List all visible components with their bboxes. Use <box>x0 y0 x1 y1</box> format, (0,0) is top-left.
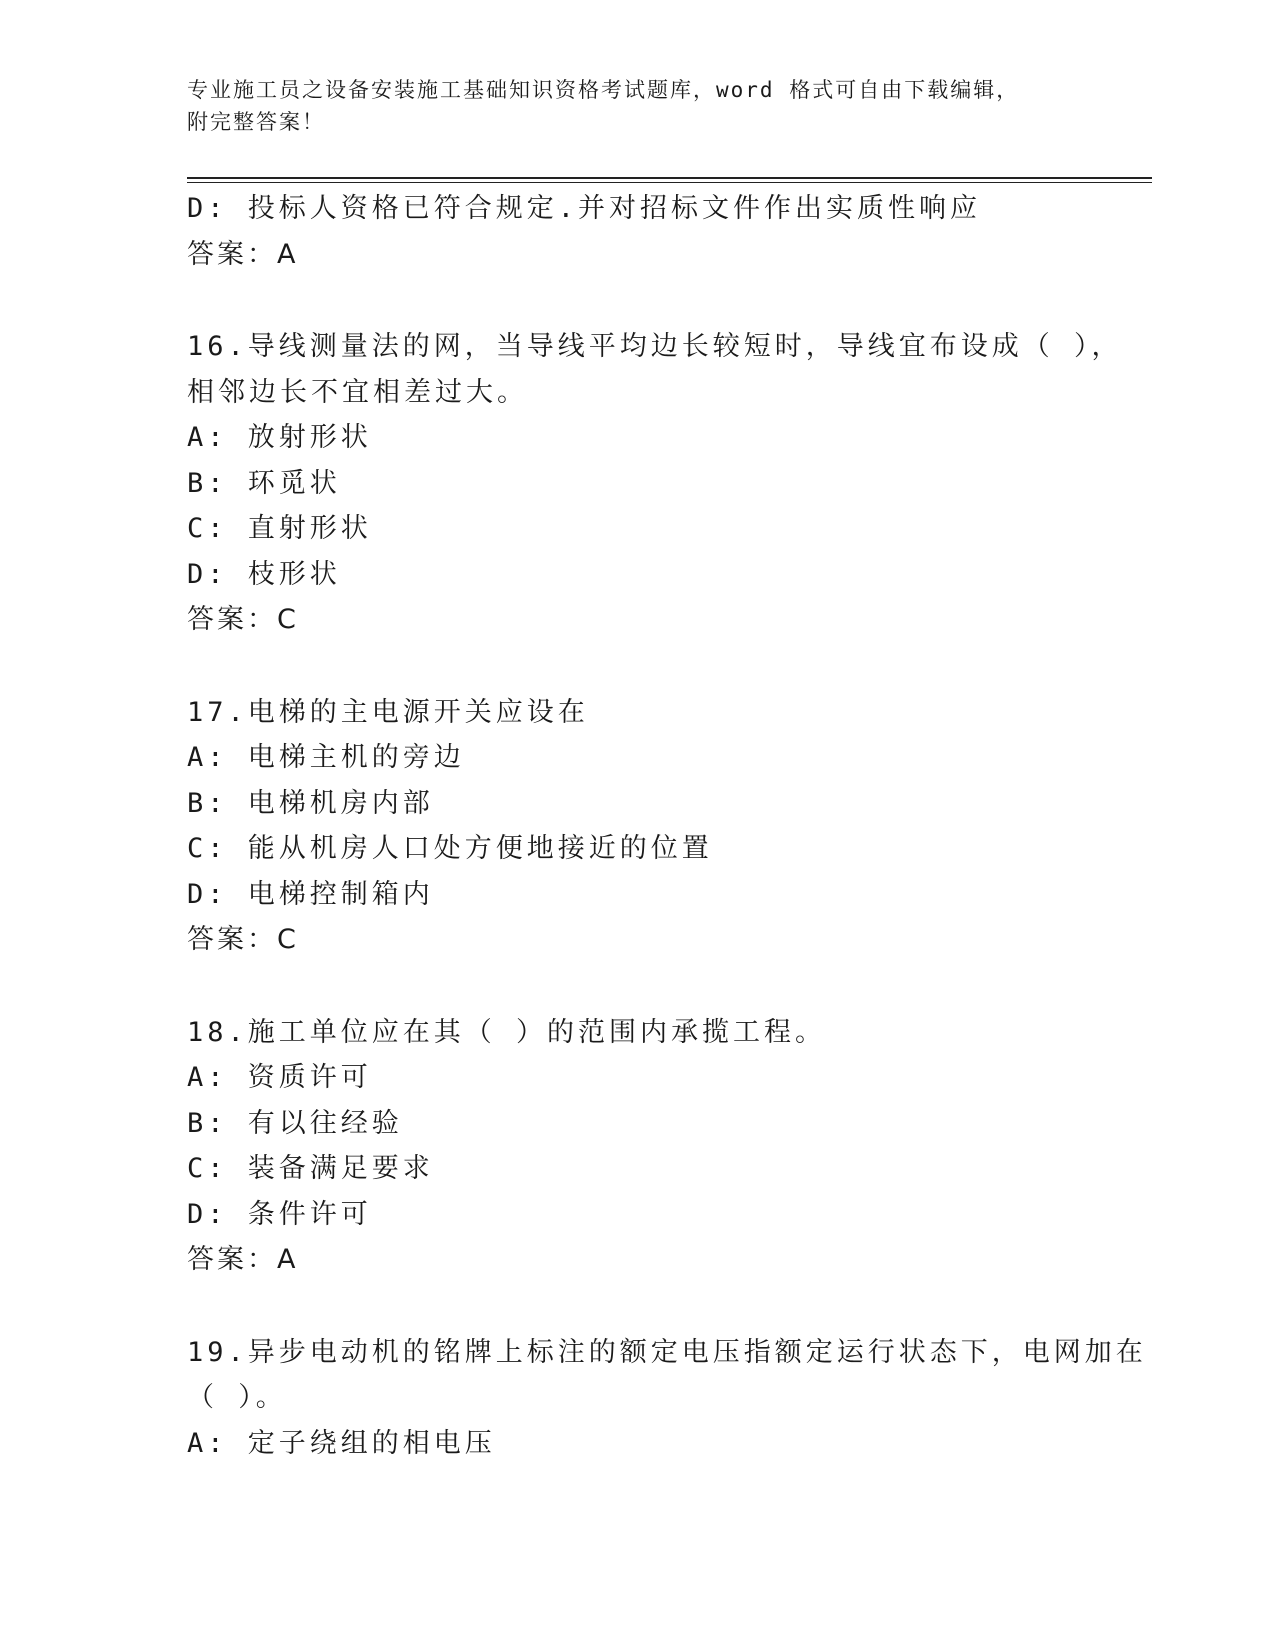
option-b: B: 有以往经验 <box>187 1107 403 1139</box>
header-divider-thin <box>187 182 1152 183</box>
option-a: A: 电梯主机的旁边 <box>187 742 465 773</box>
option-d: D: 枝形状 <box>187 558 341 590</box>
header-line-1: 专业施工员之设备安装施工基础知识资格考试题库，word 格式可自由下载编辑， <box>187 78 1020 102</box>
option-c: C: 装备满足要求 <box>187 1153 434 1184</box>
option-a: A: 定子绕组的相电压 <box>187 1427 496 1459</box>
option-c: C: 能从机房人口处方便地接近的位置 <box>187 833 713 864</box>
option-d: D: 电梯控制箱内 <box>187 878 434 910</box>
question-list <box>187 186 1147 1466</box>
question-stem: 17.电梯的主电源开关应设在 <box>187 696 589 728</box>
question-stem-continued: （ ）。 <box>187 1382 287 1413</box>
question-17 <box>187 690 1117 963</box>
question-16 <box>187 324 1123 643</box>
question-stem: 16.导线测量法的网，当导线平均边长较短时，导线宜布设成（ ）， <box>187 331 1123 362</box>
header-line-2: 附完整答案！ <box>187 110 325 134</box>
prev-answer: 答案：A <box>187 238 299 270</box>
option-c: C: 直射形状 <box>187 513 372 544</box>
prev-option-d: D: 投标人资格已符合规定.并对招标文件作出实质性响应 <box>187 193 982 224</box>
option-a: A: 资质许可 <box>187 1062 372 1093</box>
question-stem: 19.异步电动机的铭牌上标注的额定电压指额定运行状态下，电网加在 <box>187 1336 1147 1368</box>
option-b: B: 环觅状 <box>187 467 341 499</box>
option-d: D: 条件许可 <box>187 1198 372 1230</box>
question-stem: 18.施工单位应在其（ ）的范围内承揽工程。 <box>187 1016 827 1048</box>
question-stem-continued: 相邻边长不宜相差过大。 <box>187 376 528 408</box>
question-19 <box>187 1330 1147 1467</box>
option-a: A: 放射形状 <box>187 422 372 453</box>
answer: 答案：A <box>187 1244 299 1275</box>
option-b: B: 电梯机房内部 <box>187 787 434 819</box>
header-divider-thick <box>187 177 1152 179</box>
question-18 <box>187 1010 1117 1283</box>
answer: 答案：C <box>187 604 299 635</box>
document-header <box>187 74 1087 138</box>
answer: 答案：C <box>187 924 299 955</box>
